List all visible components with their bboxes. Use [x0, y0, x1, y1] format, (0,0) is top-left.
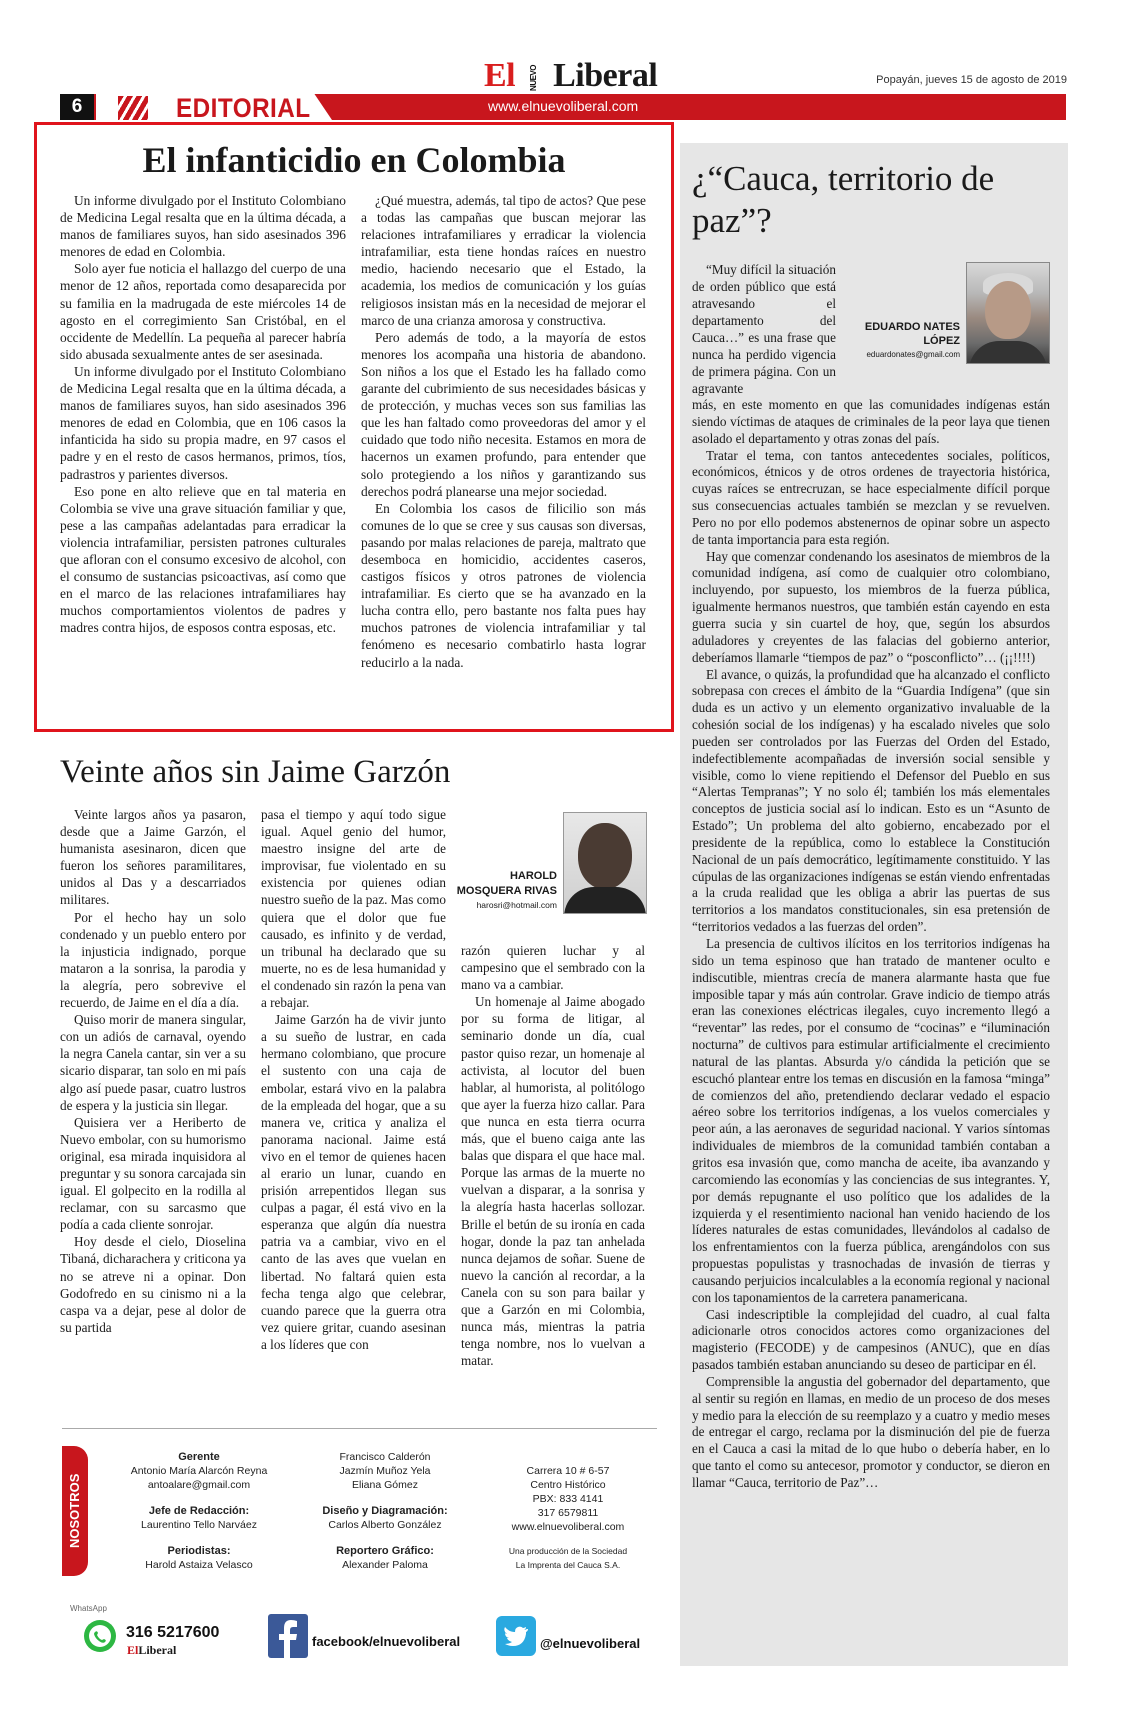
production-credit: Una producción de la Sociedad [508, 1546, 628, 1556]
editorial-paragraph: Un informe divulgado por el Instituto Colombiano de Medicina Legal resalta que en la última década, a manos de familiares suyos, han sido asesinados 396 menores de edad en Colombia, que en 106 casos la infanticida ha sido su propia madre, en 97 casos el padre y en el resto de casos hermanos, primos, tíos, padrastros y parientes diversos. [60, 363, 346, 482]
facebook-icon[interactable] [268, 1614, 308, 1658]
logo-el: El [484, 57, 516, 94]
phone-pbx: PBX: 833 4141 [532, 1493, 604, 1505]
nosotros-label: NOSOTROS [67, 1473, 82, 1549]
staff-name: Harold Astaiza Velasco [145, 1559, 253, 1571]
garzon-column-1 [60, 806, 246, 1336]
author-photo [966, 262, 1050, 364]
staff-name: Jazmín Muñoz Yela [339, 1465, 431, 1477]
opinion-paragraph: Comprensible la angustia del gobernador del departamento, que al sentir su región en llamas, en medio de un proceso de dos meses y medio para la elección de su reemplazo y a cuatro y medio meses de entregar el cargo, reclama por la disminución del pie de fuerza en el Cauca a casi la mitad de lo que hubo o debería haber, en lo que tanto el como su antecesor, promotor y conductor, se dieron en llamar “Cauca, territorio de Paz”… [692, 1373, 1050, 1490]
editorial-paragraph: Eso pone en alto relieve que en tal materia en Colombia se vive una grave situación familiar y que, pese a las campañas adelantadas para erradicar la violencia intrafamiliar, persisten patrones culturales que afloran con el consumo excesivo de alcohol, con el consumo de sustancias psicoactivas, así como que en el marco de las relaciones intrafamiliares hay muchos comportamientos violentos de padres y madres contra hijos, de esposos contra esposas, etc. [60, 483, 346, 636]
opinion-paragraph: La presencia de cultivos ilícitos en los territorios indígenas ha sido un tema espinoso que han tratado de mantener oculto e indiscutible, mientras crecía de manera alarmante hasta que fue imposible tapar y más aún controlar. Grave indicio de tiempo atrás eran las conexiones eléctricas ilegales, cuyo incremento llegó a “reventar” las redes, por el consumo de “cocinas” e “iluminación nocturna” de cultivos para estimular artificialmente el crecimiento natural de las plantas. Absurda y/o cándida la petición que se escuchó plantear entre los temas en discusión en la famosa “minga” de comienzos del año, pretendiendo declarar vedado el espacio aéreo sobre los territorios indígenas, a los vuelos comerciales y peor aún, a las aeronaves de seguridad nacional. Y varios síntomas individuales de miembros de la comunidad también contaban a gritos esa invasión que, como mancha de aceite, iba avanzando y carcomiendo las economías y las conciencias de sus integrantes. Y, por demás repugnante el uso político que los adalides de la izquierda y el resentimiento nacional han venido haciendo de los líderes naturales de estas comunidades, llevándolos al cadalso de los enfrentamientos con la fuerza pública, arengándolos con sus propuestas populistas y trasnochadas de invasión de tierras y causando perjuicios incalculables a la economía regional y nacional con los taponamientos de la carretera panamericana. [692, 936, 1050, 1305]
staff-role: Reportero Gráfico: [336, 1545, 434, 1557]
editorial-paragraph: Pero además de todo, a la mayoría de estos menores los acompaña una historia de abandono. Son niños a los que el Estado les ha fallado como garante del cubrimiento de sus necesidades básicas y de protección, y muchas veces son sus familias las que les han faltado como proveedoras del amor y el cuidado que todo niño necesita. Estamos en mora de hacernos un examen profundo, para entender que solo protegiendo a los niños y garantizando sus derechos podrá planearse una mejor sociedad. [361, 329, 646, 499]
editorial-column-1 [60, 192, 346, 636]
garzon-author: HAROLD MOSQUERA RIVAS [456, 870, 557, 897]
staff-role: Periodistas: [167, 1545, 231, 1557]
author-photo [563, 812, 647, 914]
staff-name: Carlos Alberto González [328, 1519, 442, 1531]
masthead-logo [484, 58, 657, 94]
staff-name: Alexander Paloma [342, 1559, 428, 1571]
editorial-title: El infanticidio en Colombia [142, 140, 566, 180]
garzon-author-email: harosri@hotmail.com [476, 900, 557, 910]
garzon-paragraph: razón quieren luchar y al campesino que el sembrado con la mano va a cambiar. [461, 943, 645, 993]
staff-name: Eliana Gómez [352, 1479, 418, 1491]
contact-block [480, 1464, 656, 1572]
opinion-paragraph: Casi indescriptible la complejidad del cuadro, al cual falta adicionarle otros conocidos actores como organizaciones del magisterio (FECODE) y de campesinos (ANUC), que en días pasados también estaban anunciando su deseo de participar en él. [692, 1306, 1050, 1373]
editorial-paragraph: En Colombia los casos de filicilio son más comunes de lo que se cree y sus causas son diversas, pasando por malas relaciones de pareja, maltrato que desemboca en homicidio, accidentes caseros, castigos físicos y otros patrones de violencia intrafamiliar. Es cierto que se ha avanzado en la lucha contra ello, pero bastante nos falta pues hay muchos patrones de violencia intrafamiliar y tal fenómeno es necesario combatirlo hasta lograr reducirlo a la nada. [361, 500, 646, 670]
phone-number: 317 6579811 [537, 1507, 599, 1519]
staff-name: Francisco Calderón [339, 1451, 431, 1463]
opinion-paragraph: “Muy difícil la situación de orden público que está atravesando el departamento del Cauca…” es una frase que nunca ha perdido vigencia de primera página. Con un agravante [692, 262, 836, 396]
website-link[interactable]: www.elnuevoliberal.com [511, 1521, 625, 1533]
footer-logo [127, 1643, 176, 1658]
facebook-handle[interactable]: facebook/elnuevoliberal [312, 1634, 461, 1649]
logo-liberal: Liberal [138, 1643, 177, 1657]
opinion-title: ¿“Cauca, territorio de paz”? [692, 159, 995, 240]
opinion-intro [692, 261, 836, 397]
garzon-paragraph: Un homenaje al Jaime abogado por su forma de litigar, al seminario donde un día, cual pastor quiso rezar, un homenaje al activista, al locutor del buen hablar, al humorista, al politólogo que ayer la fuerza hizo callar. Para que nunca en esta tierra ocurra más, que el bueno caiga ante las balas que dispara el que hace mal. Porque las armas de la muerte no vuelvan a disparar, a la sonrisa y la alegría hasta hacerlas sollozar. Brille el betún de su ironía en cada hogar, donde la paz tan anhelada nunca dejamos de soñar. Suene de nuevo la canción al recordar, a la Canela con su son para bailar y que a Garzón en mi Colombia, nunca más, mientras la patria tenga nombre, nos lo vuelvan a matar. [461, 994, 645, 1369]
garzon-paragraph: Hoy desde el cielo, Dioselina Tibaná, dicharachera y criticona ya no se atreve ni a opinar. Don Godofredo en su cinismo ni a la caspa va a dejar, pese al dolor de su partida [60, 1234, 246, 1335]
editorial-paragraph: ¿Qué muestra, además, tal tipo de actos? Que pese a todas las campañas que buscan mejorar las relaciones intrafamiliares y erradicar la violencia intrafamiliar, esta tiene hondas raíces en nuestro medio, haciendo necesario que el Estado, la academia, los medios de comunicación y los guías religiosos insistan más en la necesidad de mejorar el marco de una crianza amorosa y constructiva. [361, 193, 646, 328]
whatsapp-label: WhatsApp [70, 1604, 107, 1613]
staff-block-2 [296, 1450, 474, 1572]
staff-email: antoalare@gmail.com [147, 1479, 251, 1491]
staff-role: Diseño y Diagramación: [322, 1505, 448, 1517]
opinion-paragraph: El avance, o quizás, la profundidad que ha alcanzado el conflicto sobrepasa con creces el ámbito de la “Guardia Indígena” (que sin duda es un activo y un elemento organizativo invaluable de la cohesión social de los indígenas) y ha escalado niveles que solo pueden ser controlados por las Fuerzas del Orden del Estado, indefectiblemente acompañadas de inversión social sensible y visible, como lo viene repitiendo el Defensor del Pueblo en sus “Alertas Tempranas”; Y no solo él; también los más elementales conceptos de justicia social así lo indican. Esto es un “Asunto de Estado”; Un problema del alto gobierno, encabezado por el presidente de la república, como lo establece la Constitución Nacional de un país democrático, legítimamente constituido. Y las cúpulas de las organizaciones indígenas se están viendo enfrentadas a la cruda realidad que les obliga a abrir las puertas de sus territorios a los mandatos constitucionales, sin esa pretensión de “territorios vedados a las fuerzas del orden”. [692, 666, 1050, 935]
opinion-paragraph: Hay que comenzar condenando los asesinatos de miembros de la comunidad indígena, así como de cualquier otro colombiano, incluyendo, por supuesto, los miembros de la fuerza pública, igualmente hermanos nuestros, que también están cayendo en esta guerra sucia y sin cuartel de hoy, que, según los absurdos aduladores y creyentes de las falacias del gobierno anterior, deberíamos llamarle “tiempos de paz” o “posconflicto”… (¡¡!!!!) [692, 548, 1050, 665]
garzon-paragraph: Quiso morir de manera singular, con un adiós de carnaval, oyendo la negra Canela cantar, sin ver a su sicario disparar, tan solo en mi país algo así puede pasar, cuatro lustros de espera y la justicia sin llegar. [60, 1012, 246, 1113]
staff-block-1 [104, 1450, 294, 1572]
logo-nuevo: NUEVO [529, 65, 539, 92]
page-number: 6 [60, 94, 94, 120]
address-line: Carrera 10 # 6-57 [526, 1465, 610, 1477]
twitter-icon[interactable] [496, 1616, 536, 1656]
garzon-paragraph: Quisiera ver a Heriberto de Nuevo embolar, con su humorismo original, esa mirada inquisidora al preguntar y su sonora carcajada sin igual. El golpecito en la rodilla al reclamar, con su sarcasmo que podía a cada cliente sonrojar. [60, 1114, 246, 1233]
editorial-paragraph: Solo ayer fue noticia el hallazgo del cuerpo de una menor de 12 años, reportada como desaparecida por su familia en la madrugada de este miércoles 14 de agosto en el corregimiento San Cristóbal, en el occidente de Medellín. La pequeña al parecer habría sido abusada sexualmente antes de ser asesinada. [60, 261, 346, 362]
section-stripes-icon [118, 96, 148, 120]
garzon-column-2 [261, 806, 446, 1353]
opinion-body [692, 397, 1050, 1492]
logo-liberal: Liberal [553, 57, 658, 94]
whatsapp-icon[interactable] [78, 1612, 122, 1656]
site-url-link[interactable]: www.elnuevoliberal.com [488, 98, 639, 114]
address-line: Centro Histórico [530, 1479, 606, 1491]
issue-date: Popayán, jueves 15 de agosto de 2019 [876, 74, 1067, 86]
footer-divider [62, 1428, 657, 1429]
garzon-paragraph: Por el hecho hay un solo condenado y un pueblo entero por la injusticia indignado, porque mataron a la sonrisa, la parodia y la alegría, pero sobrevive el recuerdo, de Jaime en el día a día. [60, 909, 246, 1011]
garzon-paragraph: Jaime Garzón ha de vivir junto a su sueño de lustrar, en cada hermano colombiano, que procure el sustento con una caja de embolar, estará vivo en la palabra de la empleada del hogar, que a su manera ve, critica y analiza el panorama nacional. Jaime está vivo en el temor de quienes hacen al erario un lunar, cuando en prisión arrepentidos llegan sus culpas a pagar, él está vivo en la esperanza que algún día nuestra patria va a cambiar, vivo en el canto de las aves que vuelan en libertad. No faltará quien esta fecha tenga algo que celebrar, cuando parece que la guerra otra vez quiere gritar, cuando asesinan a los líderes que con [261, 1012, 446, 1352]
logo-el: El [127, 1643, 139, 1657]
staff-role: Jefe de Redacción: [148, 1505, 250, 1517]
editorial-column-2 [361, 192, 646, 671]
opinion-paragraph: Tratar el tema, con tantos antecedentes sociales, políticos, económicos, étnicos y de otros ordenes de trayectoria histórica, cuyas raíces se entrecruzan, se hace especialmente difícil porque sus consecuencias actuales también se mezclan y se revuelven. Pero no por ello podemos abstenernos de opinar sobre un aspecto de tanta importancia para esta región. [692, 447, 1050, 547]
production-credit: La Imprenta del Cauca S.A. [515, 1560, 621, 1570]
opinion-paragraph: más, en este momento en que las comunidades indígenas están siendo víctimas de ataques de criminales de la peor laya que tienen asolado el departamento y otras zonas del país. [692, 397, 1050, 446]
garzon-column-3 [461, 942, 645, 1369]
garzon-paragraph: pasa el tiempo y aquí todo sigue igual. Aquel genio del humor, maestro insigne del arte de improvisar, fue violentado en su existencia por quienes odian nuestro sueño de la paz. Mas como quiera que el dolor que fue causado, es infinito y de verdad, un tribunal ha declarado que su muerte, no es de lesa humanidad y el condenado sin razón la pena van a rebajar. [261, 807, 446, 1011]
staff-role: Gerente [178, 1451, 220, 1463]
section-label: EDITORIAL [176, 93, 311, 123]
garzon-title: Veinte años sin Jaime Garzón [60, 754, 451, 790]
editorial-paragraph: Un informe divulgado por el Instituto Colombiano de Medicina Legal resalta que en la última década, a manos de familiares suyos, han sido asesinados 396 menores de edad en Colombia. [60, 193, 346, 260]
opinion-author-email: eduardonates@gmail.com [866, 350, 960, 359]
garzon-paragraph: Veinte largos años ya pasaron, desde que a Jaime Garzón, el humanista asesinaron, dicen que fueron los señores paramilitares, unidos al Das y a descarriados militares. [60, 807, 246, 908]
opinion-author: EDUARDO NATES LÓPEZ [864, 321, 960, 347]
whatsapp-number[interactable]: 316 5217600 [126, 1624, 220, 1641]
twitter-handle[interactable]: @elnuevoliberal [540, 1636, 641, 1651]
staff-name: Antonio María Alarcón Reyna [130, 1465, 268, 1477]
staff-name: Laurentino Tello Narváez [141, 1519, 257, 1531]
